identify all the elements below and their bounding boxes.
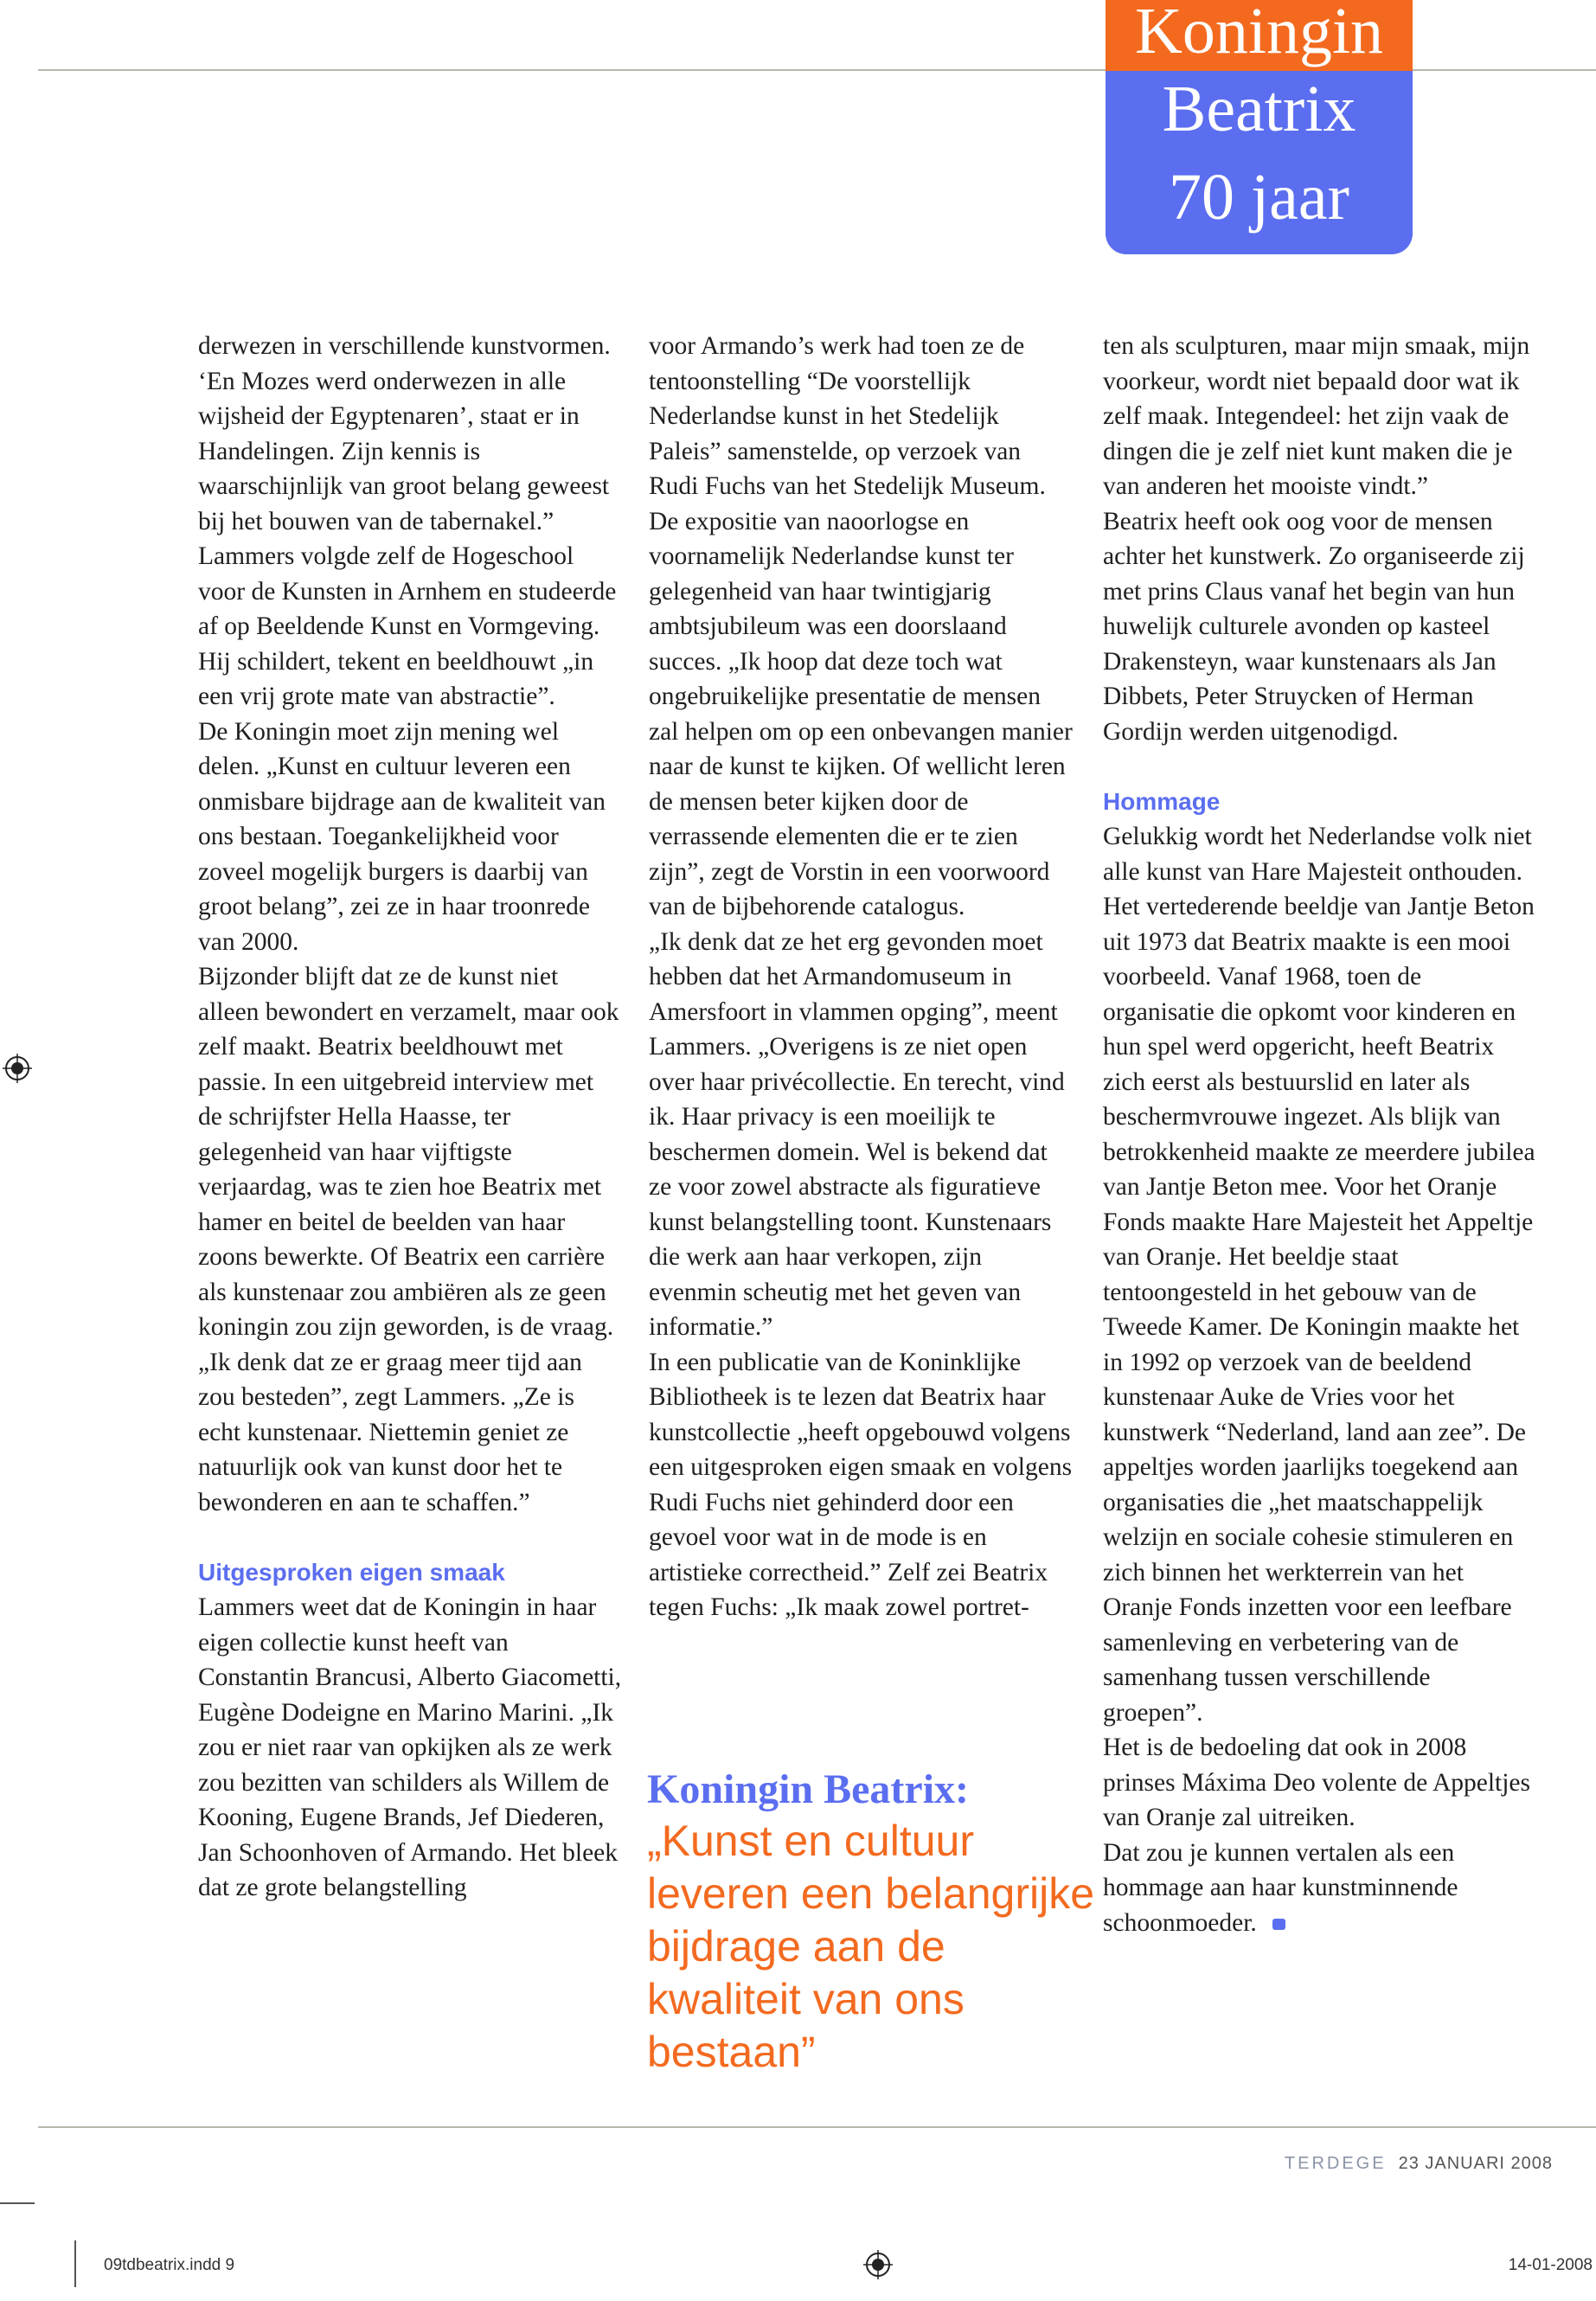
- badge-line-3: 70 jaar: [1169, 161, 1349, 234]
- magazine-name: TERDEGE: [1284, 2154, 1387, 2173]
- col3-paragraph: ten als sculpturen, maar mijn smaak, mijn voorkeur, wordt niet bepaald door wat ik zelf maak. Integendeel: het zijn vaak de dingen die je zelf niet kunt maken die je van anderen het mooiste vindt.”: [1103, 332, 1530, 500]
- col1-paragraph: De Koningin moet zijn mening wel delen. „Kunst en cultuur leveren een onmisbare bijdrage aan de kwaliteit van ons bestaan. Toegankelijkheid voor zoveel mogelijk burgers is daarbij van groot belang”, zei ze in haar troonrede van 2000.: [198, 717, 606, 956]
- column-2: [649, 329, 1073, 1625]
- issue-date: 23 JANUARI 2008: [1398, 2154, 1553, 2173]
- badge-line-2: Beatrix: [1162, 73, 1356, 145]
- crop-mark: [74, 2240, 76, 2287]
- article-end-mark: [1272, 1919, 1285, 1930]
- column-1: [198, 329, 622, 1906]
- col1-paragraph: Lammers volgde zelf de Hogeschool voor de Kunsten in Arnhem en studeerde af op Beeldende Kunst en Vormgeving. Hij schildert, tekent en beeldhouwt „in een vrij grote mate van abstractie”.: [198, 542, 617, 710]
- col2-paragraph: „Ik denk dat ze het erg gevonden moet hebben dat het Armandomuseum in Amersfoort in vlammen opging”, meent Lammers. „Overigens is ze niet open over haar privécollectie. En terecht, vind ik. Haar privacy is een moeilijk te beschermen domein. Wel is bekend dat ze voor zowel abstracte als figuratieve kunst belangstelling toont. Kunstenaars die werk aan haar verkopen, zijn evenmin scheutig met het geven van informatie.”: [649, 927, 1065, 1341]
- col2-paragraph: In een publicatie van de Koninklijke Bibliotheek is te lezen dat Beatrix haar kunstcollectie „heeft opgebouwd volgens een uitgesproken eigen smaak en volgens Rudi Fuchs niet gehinderd door een gevoel voor wat in de mode is en artistieke correctheid.” Zelf zei Beatrix tegen Fuchs: „Ik maak zowel portret-: [649, 1348, 1073, 1621]
- registration-mark-icon: [863, 2250, 893, 2279]
- col1-paragraph: „Ik denk dat ze er graag meer tijd aan zou besteden”, zegt Lammers. „Ze is echt kunstenaar. Niettemin geniet ze natuurlijk ook van kunst door het te bewonderen en aan te schaffen.”: [198, 1348, 582, 1516]
- col1-paragraph: Lammers weet dat de Koningin in haar eigen collectie kunst heeft van Constantin Brancusi, Alberto Giacometti, Eugène Dodeigne en Marino Marini. „Ik zou er niet raar van opkijken als ze werk zou bezitten van schilders als Willem de Kooning, Eugene Brands, Jef Diederen, Jan Schoonhoven of Armando. Het bleek dat ze grote belangstelling: [198, 1593, 622, 1901]
- col3-paragraph: Beatrix heeft ook oog voor de mensen achter het kunstwerk. Zo organiseerde zij met prins Claus vanaf het begin van hun huwelijk culturele avonden op kasteel Drakensteyn, waar kunstenaars als Jan Dibbets, Peter Struycken of Herman Gordijn werden uitgenodigd.: [1103, 507, 1525, 746]
- registration-mark-icon: [3, 1054, 32, 1083]
- col1-paragraph: derwezen in verschillende kunstvormen. ‘En Mozes werd onderwezen in alle wijsheid der Egyptenaren’, staat er in Handelingen. Zijn kennis is waarschijnlijk van groot belang geweest bij het bouwen van de tabernakel.”: [198, 332, 611, 535]
- slug-filename: 09tdbeatrix.indd 9: [104, 2256, 235, 2274]
- col3-subheading: Hommage: [1103, 787, 1221, 815]
- pull-quote-text: „Kunst en cultuur leveren een belangrijke bijdrage aan de kwaliteit van ons bestaan”: [647, 1817, 1095, 2076]
- col2-paragraph: voor Armando’s werk had toen ze de tentoonstelling “De voorstellijk Nederlandse kunst in het Stedelijk Paleis” samenstelde, op verzoek van Rudi Fuchs van het Stedelijk Museum. De expositie van naoorlogse en voornamelijk Nederlandse kunst ter gelegenheid van haar twintigjarig ambtsjubileum was een doorslaand succes. „Ik hoop dat deze toch wat ongebruikelijke presentatie de mensen zal helpen om op een onbevangen manier naar de kunst te kijken. Of wellicht leren de mensen beter kijken door de verrassende elementen die er te zien zijn”, zegt de Vorstin in een voorwoord van de bijbehorende catalogus.: [649, 332, 1073, 920]
- col3-paragraph: Gelukkig wordt het Nederlandse volk niet alle kunst van Hare Majesteit onthouden. Het vertederende beeldje van Jantje Beton uit 1973 dat Beatrix maakte is een mooi voorbeeld. Vanaf 1968, toen de organisatie die opkomt voor kinderen en hun spel werd opgericht, heeft Beatrix zich eerst als bestuurslid en later als beschermvrouwe ingezet. Als blijk van betrokkenheid maakte ze meerdere jubilea van Jantje Beton mee. Voor het Oranje Fonds maakte Hare Majesteit het Appeltje van Oranje. Het beeldje staat tentoongesteld in het gebouw van de Tweede Kamer. De Koningin maakte het in 1992 op verzoek van de beeldend kunstenaar Auke de Vries voor het kunstwerk “Nederland, land aan zee”. De appeltjes worden jaarlijks toegekend aan organisaties die „het maatschappelijk welzijn en sociale cohesie stimuleren en zich binnen het werkterrein van het Oranje Fonds inzetten voor een leefbare samenleving en verbetering van de samenhang tussen verschillende groepen”.: [1103, 823, 1535, 1727]
- col3-paragraph: Het is de bedoeling dat ook in 2008 prinses Máxima Deo volente de Appeltjes van Oranje zal uitreiken.: [1103, 1734, 1531, 1831]
- col3-closing-text: Dat zou je kunnen vertalen als een hommage aan haar kunstminnende schoonmoeder.: [1103, 1838, 1458, 1937]
- pull-quote: [647, 1765, 1097, 2079]
- col1-subheading: Uitgesproken eigen smaak: [198, 1558, 505, 1586]
- column-3: [1103, 329, 1535, 1940]
- slug-date: 14-01-2008: [1508, 2256, 1593, 2274]
- section-badge: [1106, 0, 1413, 254]
- col3-paragraph: [1103, 1836, 1535, 1941]
- crop-mark: [0, 2202, 35, 2204]
- pull-quote-title: Koningin Beatrix:: [647, 1766, 970, 1812]
- page-footer: [1151, 2154, 1553, 2174]
- col1-paragraph: Bijzonder blijft dat ze de kunst niet alleen bewondert en verzamelt, maar ook zelf maakt. Beatrix beeldhouwt met passie. In een uitgebreid interview met de schrijfster Hella Haasse, ter gelegenheid van haar vijftigste verjaardag, was te zien hoe Beatrix met hamer en beitel de beelden van haar zoons bewerkte. Of Beatrix een carrière als kunstenaar zou ambiëren als ze geen koningin zou zijn geworden, is de vraag.: [198, 963, 619, 1341]
- badge-line-1: Koningin: [1134, 0, 1384, 67]
- bottom-rule: [38, 2126, 1596, 2128]
